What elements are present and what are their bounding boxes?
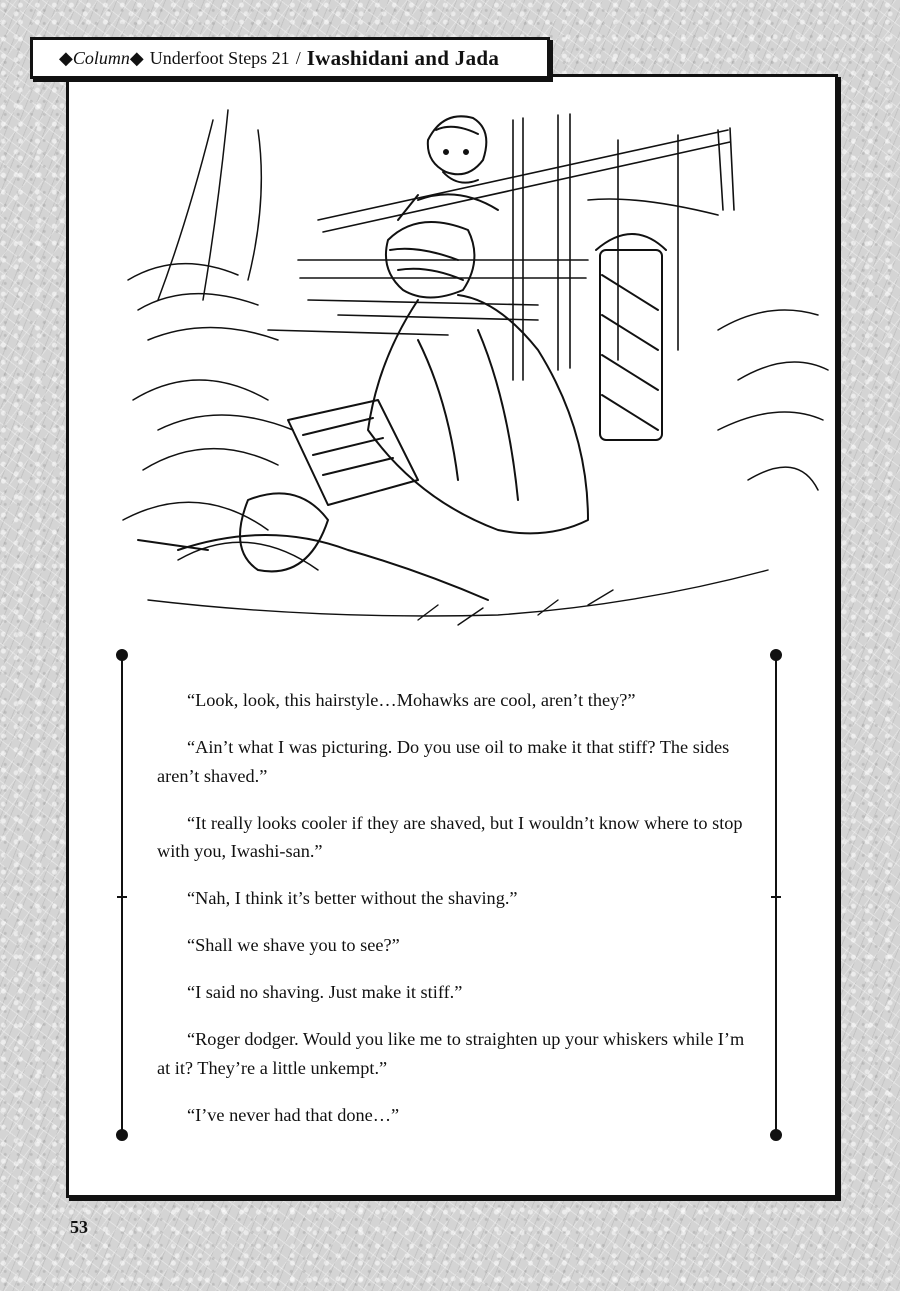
dialogue-paragraph: “It really looks cooler if they are shaved, but I wouldn’t know where to stop with you, Iwashi-san.” [157,812,743,861]
barber-scene-illustration [118,100,830,640]
dialogue-paragraph: “Roger dodger. Would you like me to straighten up your whiskers while I’m at it? They’re a little unkempt.” [157,1029,745,1078]
barber-pole-drawing [596,234,666,440]
dialogue-paragraph: “Ain’t what I was picturing. Do you use oil to make it that stiff? The sides aren’t shaved.” [157,737,730,786]
dialogue-paragraph: “Nah, I think it’s better without the shaving.” [187,888,518,908]
diamond-ornament-right-icon: ◆ [129,47,144,68]
column-text [157,686,747,1148]
column-title-box [30,37,550,79]
diamond-ornament-left-icon: ◆ [59,47,73,68]
foliage-drawing [123,110,828,570]
ground-drawing [148,570,768,625]
title-separator: / [295,47,301,68]
series-label: Underfoot Steps 21 [149,47,290,68]
dialogue-paragraph: “Look, look, this hairstyle…Mohawks are cool, aren’t they?” [187,690,636,710]
page-number: 53 [70,1217,88,1237]
dialogue-paragraph: “I said no shaving. Just make it stiff.” [187,982,463,1002]
dialogue-paragraph: “Shall we shave you to see?” [187,935,400,955]
page-title: Iwashidani and Jada [306,45,500,70]
column-label: Column [72,47,130,68]
dialogue-paragraph: “I’ve never had that done…” [187,1104,400,1125]
